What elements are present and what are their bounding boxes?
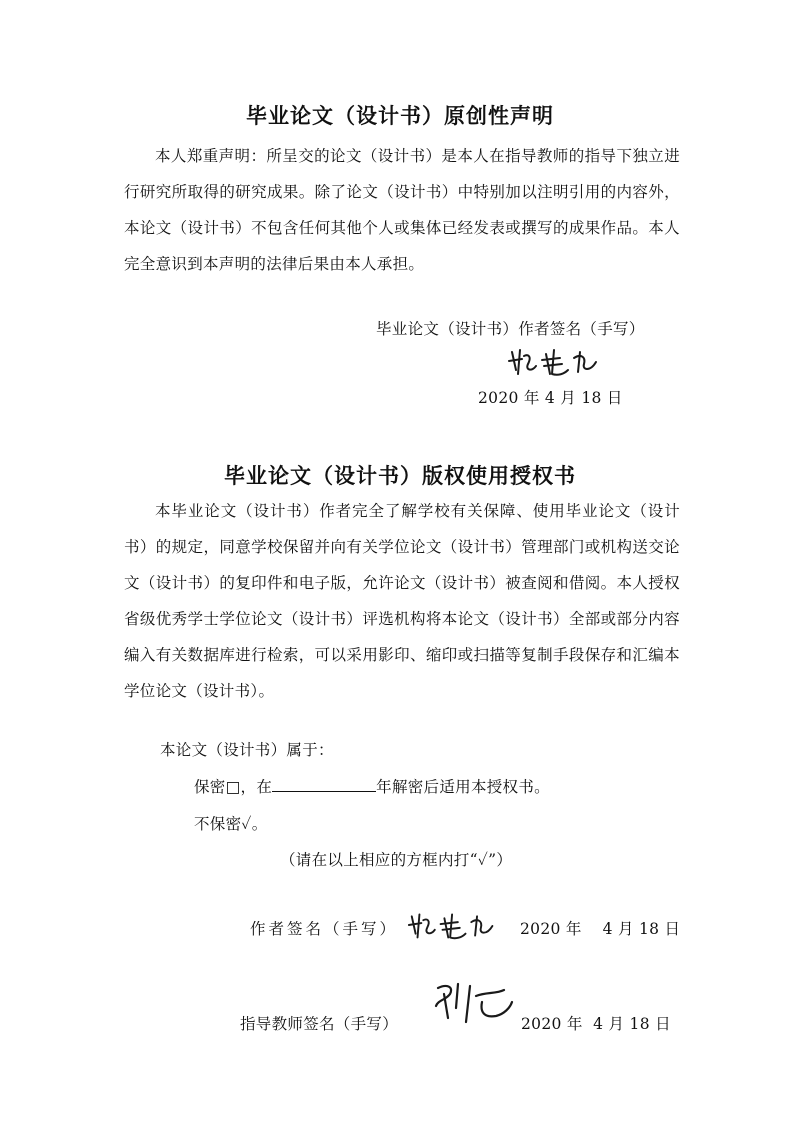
decrypt-year-blank [272, 776, 376, 792]
advisor-handwritten-signature [430, 978, 514, 1028]
author-signature-label: 作者签名（手写） [250, 920, 399, 938]
option-secret-prefix: 保密□，在 [194, 778, 273, 796]
advisor-signature-label: 指导教师签名（手写） [240, 1015, 399, 1033]
authorization-title: 毕业论文（设计书）版权使用授权书 [224, 464, 576, 488]
declaration-title: 毕业论文（设计书）原创性声明 [246, 104, 554, 128]
declaration-signature-label: 毕业论文（设计书）作者签名（手写） [376, 320, 645, 338]
checkbox-instruction: （请在以上相应的方框内打“✓”） [280, 851, 513, 869]
declaration-body: 本人郑重声明：所呈交的论文（设计书）是本人在指导教师的指导下独立进行研究所取得的研究成果。除了论文（设计书）中特别加以注明引用的内容外，本论文（设计书）不包含任何其他个人或集体已经发表或撰写的成果作品。本人完全意识到本声明的法律后果由本人承担。 [124, 147, 680, 273]
declaration-handwritten-signature [506, 344, 606, 378]
option-secret [194, 775, 550, 797]
option-secret-suffix: 年解密后适用本授权书。 [376, 778, 550, 796]
author-signature-date: 2020 年 4 月 18 日 [520, 920, 681, 938]
belongs-label: 本论文（设计书）属于： [160, 741, 334, 759]
declaration-date: 2020 年 4 月 18 日 [478, 389, 623, 407]
advisor-signature-date: 2020 年 4 月 18 日 [521, 1015, 671, 1033]
authorization-body: 本毕业论文（设计书）作者完全了解学校有关保障、使用毕业论文（设计书）的规定，同意学校保留并向有关学位论文（设计书）管理部门或机构送交论文（设计书）的复印件和电子版，允许论文（设计书）被查阅和借阅。本人授权省级优秀学士学位论文（设计书）评选机构将本论文（设计书）全部或部分内容编入有关数据库进行检索，可以采用影印、缩印或扫描等复制手段保存和汇编本学位论文（设计书）。 [124, 502, 680, 700]
author-handwritten-signature [406, 908, 502, 942]
option-not-secret: 不保密✓。 [194, 815, 268, 833]
